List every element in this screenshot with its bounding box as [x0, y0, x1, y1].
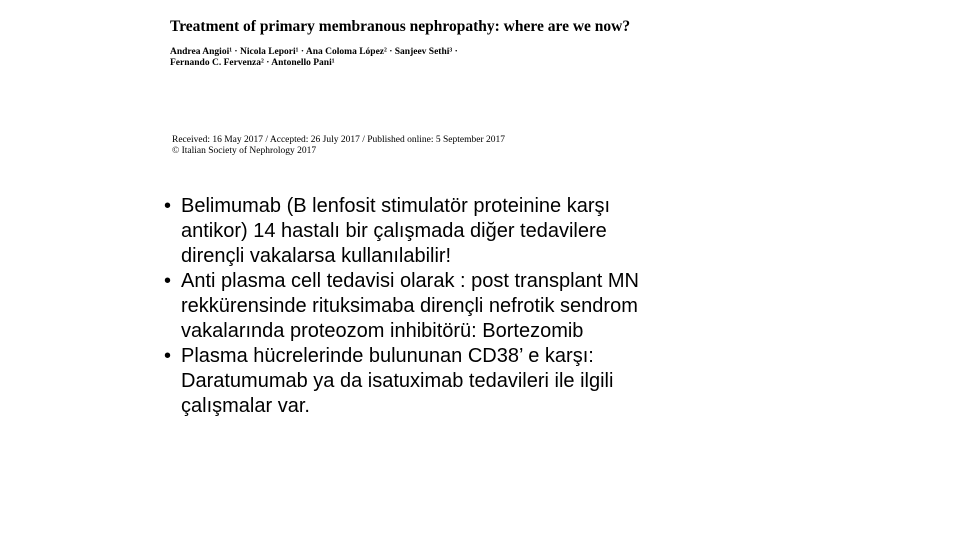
bullet-dot: • — [164, 195, 172, 217]
bullet-item-belimumab — [164, 194, 774, 269]
bullet-text-line: Daratumumab ya da isatuximab tedavileri ile ilgili — [181, 370, 614, 392]
paper-header-image — [170, 18, 760, 69]
bullet-text-line: vakalarında proteozom inhibitörü: Bortezomib — [181, 320, 584, 342]
bullet-text-line: antikor) 14 hastalı bir çalışmada diğer tedavilere — [181, 220, 607, 242]
bullet-text-line: çalışmalar var. — [181, 395, 310, 417]
bullet-text-line: Plasma hücrelerinde bulununan CD38’ e karşı: — [181, 345, 594, 367]
bullet-dot: • — [164, 270, 172, 292]
paper-publication-info — [172, 135, 762, 156]
paper-authors — [170, 47, 760, 69]
author-line: Fernando C. Fervenza² · Antonello Pani¹ — [170, 58, 335, 68]
paper-title: Treatment of primary membranous nephropathy: where are we now? — [170, 18, 631, 35]
bullet-text-line: dirençli vakalarsa kullanılabilir! — [181, 245, 452, 267]
bullet-text-line: Belimumab (B lenfosit stimulatör proteinine karşı — [181, 195, 611, 217]
bullet-item-cd38 — [164, 344, 774, 419]
bullet-list — [164, 194, 774, 419]
bullet-item-bortezomib — [164, 269, 774, 344]
bullet-dot: • — [164, 345, 172, 367]
bullet-text-line: Anti plasma cell tedavisi olarak : post transplant MN — [181, 270, 639, 292]
bullet-text-line: rekkürensinde rituksimaba dirençli nefrotik sendrom — [181, 295, 638, 317]
author-line: Andrea Angioi¹ · Nicola Lepori¹ · Ana Coloma López² · Sanjeev Sethi³ · — [170, 47, 458, 57]
publication-dates: Received: 16 May 2017 / Accepted: 26 July 2017 / Published online: 5 September 2017 — [172, 135, 505, 145]
copyright-line: © Italian Society of Nephrology 2017 — [172, 145, 317, 156]
